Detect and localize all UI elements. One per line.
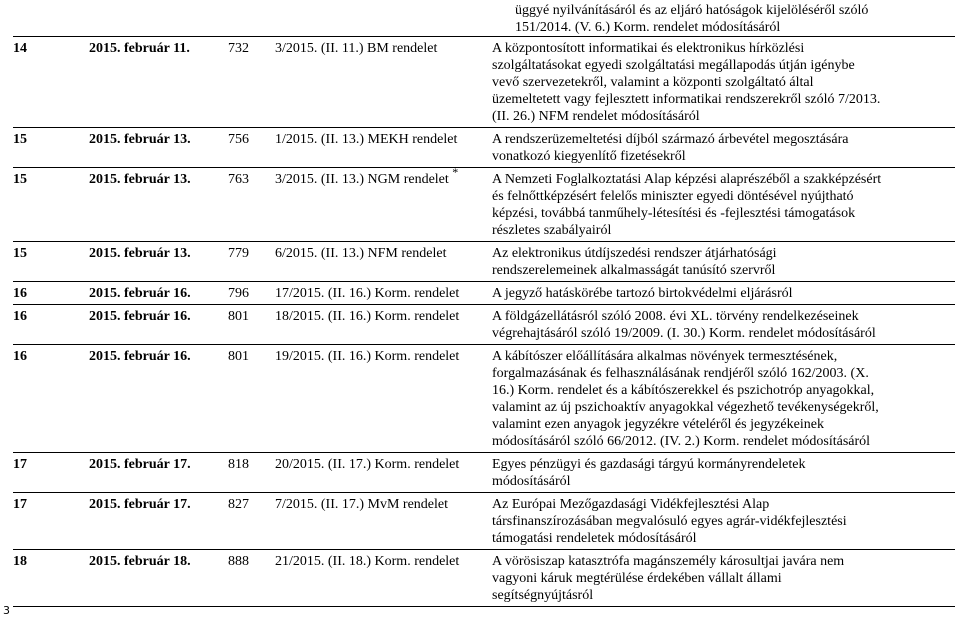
regulation-title-line: valamint ezen anyagok jegyzékre vételéről és jegyzékeinek (492, 417, 824, 432)
regulation-name (275, 345, 492, 453)
regulation-title-line: módosításáról (492, 474, 571, 489)
publication-date: 2015. február 13. (89, 132, 191, 147)
regulation-name-text: 21/2015. (II. 18.) Korm. rendelet (275, 554, 460, 569)
regulation-name-text: 3/2015. (II. 11.) BM rendelet (275, 41, 438, 56)
table-row (13, 493, 955, 550)
regulation-name (275, 282, 492, 305)
regulation-title-line: támogatási rendeletek módosításáról (492, 531, 697, 546)
table-row (13, 305, 955, 345)
regulation-title-line: rendszerelemeinek alkalmasságát tanúsító szervről (492, 263, 776, 278)
gazette-issue-number: 16 (13, 349, 27, 364)
regulation-title-line: szolgáltatásokat egyedi szolgáltatási megállapodás útján igénybe (492, 58, 855, 73)
regulation-name-text: 20/2015. (II. 17.) Korm. rendelet (275, 457, 460, 472)
regulation-title-line: valamint az új pszichoaktív anyagokkal végezhető tevékenységekről, (492, 400, 879, 415)
regulation-title-line: 16.) Korm. rendelet és a kábítószerekkel és pszichotróp anyagokkal, (492, 383, 875, 398)
regulation-name-text: 19/2015. (II. 16.) Korm. rendelet (275, 349, 460, 364)
table-row (13, 453, 955, 493)
regulation-name (275, 37, 492, 128)
regulation-name-text: 17/2015. (II. 16.) Korm. rendelet (275, 286, 460, 301)
regulation-title-line: forgalmazásának és felhasználásának rendjéről szóló 162/2003. (X. (492, 366, 869, 381)
regulation-title (492, 550, 955, 607)
regulation-title-line: Az elektronikus útdíjszedési rendszer átjárhatósági (492, 246, 777, 261)
regulation-name (275, 493, 492, 550)
regulation-title (492, 168, 955, 242)
regulation-name (275, 550, 492, 607)
regulation-name-text: 18/2015. (II. 16.) Korm. rendelet (275, 309, 460, 324)
gazette-issue-number: 18 (13, 554, 27, 569)
table-row (13, 550, 955, 607)
gazette-issue-number: 14 (13, 41, 27, 56)
regulation-title-line: Az Európai Mezőgazdasági Vidékfejlesztési Alap (492, 497, 770, 512)
regulation-title-line: A vörösiszap katasztrófa magánszemély károsultjai javára nem (492, 554, 845, 569)
publication-date: 2015. február 11. (89, 41, 190, 56)
regulation-title-line: Egyes pénzügyi és gazdasági tárgyú kormányrendeletek (492, 457, 806, 472)
regulation-title-line: A földgázellátásról szóló 2008. évi XL. törvény rendelkezéseinek (492, 309, 859, 324)
regulation-name (275, 453, 492, 493)
table-row (13, 128, 955, 168)
regulation-title-line: vonatkozó kiegyenlítő fizetésekről (492, 149, 686, 164)
regulation-title-line: és felnőttképzésért felelős miniszter egyedi döntésével nyújtható (492, 189, 854, 204)
publication-date: 2015. február 13. (89, 172, 191, 187)
regulation-title (492, 345, 955, 453)
regulation-title (492, 493, 955, 550)
regulation-title-line: segítségnyújtásról (492, 588, 594, 603)
page-reference: 801 (228, 349, 249, 364)
legislation-table (13, 36, 955, 607)
gazette-issue-number: 16 (13, 309, 27, 324)
regulation-title-line: A rendszerüzemeltetési díjból származó árbevétel megosztására (492, 132, 849, 147)
regulation-title-line: részletes szabályairól (492, 223, 612, 238)
page-reference: 796 (228, 286, 249, 301)
table-row (13, 345, 955, 453)
page-reference: 732 (228, 41, 249, 56)
gazette-issue-number: 15 (13, 246, 27, 261)
regulation-title-line: módosításáról szóló 66/2012. (IV. 2.) Korm. rendelet módosításáról (492, 434, 871, 449)
regulation-name (275, 305, 492, 345)
regulation-title-line: vagyoni káruk megtérülése érdekében vállalt állami (492, 571, 782, 586)
regulation-title-line: A Nemzeti Foglalkoztatási Alap képzési alaprészéből a szakképzésért (492, 172, 882, 187)
regulation-title-line: A jegyző hatáskörébe tartozó birtokvédelmi eljárásról (492, 286, 793, 301)
regulation-title-line: képzési, továbbá tanműhely-létesítési és -fejlesztési támogatások (492, 206, 856, 221)
page-reference: 827 (228, 497, 249, 512)
page-reference: 779 (228, 246, 249, 261)
preface-line-1: üggyé nyilvánításáról és az eljáró hatóságok kijelöléséről szóló (515, 3, 869, 18)
gazette-issue-number: 17 (13, 497, 27, 512)
table-row (13, 168, 955, 242)
regulation-name (275, 165, 492, 242)
table-row (13, 282, 955, 305)
gazette-issue-number: 16 (13, 286, 27, 301)
gazette-issue-number: 15 (13, 172, 27, 187)
page-reference: 756 (228, 132, 249, 147)
page-reference: 818 (228, 457, 249, 472)
regulation-title-line: A kábítószer előállítására alkalmas növények termesztésének, (492, 349, 838, 364)
footnote-asterisk: * (452, 165, 459, 179)
gazette-issue-number: 17 (13, 457, 27, 472)
publication-date: 2015. február 18. (89, 554, 191, 569)
regulation-name (275, 128, 492, 168)
regulation-title-line: A központosított informatikai és elektronikus hírközlési (492, 41, 805, 56)
regulation-title (492, 128, 955, 168)
publication-date: 2015. február 13. (89, 246, 191, 261)
publication-date: 2015. február 16. (89, 349, 191, 364)
regulation-title (492, 37, 955, 128)
regulation-name (275, 242, 492, 282)
table-row (13, 242, 955, 282)
preface-line-2: 151/2014. (V. 6.) Korm. rendelet módosításáról (515, 20, 781, 35)
regulation-name-text: 6/2015. (II. 13.) NFM rendelet (275, 246, 447, 261)
regulation-title-line: (II. 26.) NFM rendelet módosításáról (492, 109, 700, 124)
regulation-title (492, 242, 955, 282)
regulation-title (492, 282, 955, 305)
page-reference: 763 (228, 172, 249, 187)
regulation-name-text: 7/2015. (II. 17.) MvM rendelet (275, 497, 449, 512)
publication-date: 2015. február 16. (89, 286, 191, 301)
regulation-title-line: vevő szervezetekről, valamint a központi szolgáltató által (492, 75, 814, 90)
page-number: 3 (3, 604, 10, 617)
regulation-name-text: 1/2015. (II. 13.) MEKH rendelet (275, 132, 458, 147)
page-reference: 801 (228, 309, 249, 324)
regulation-title (492, 305, 955, 345)
table-row (13, 37, 955, 128)
regulation-title-line: társfinanszírozásában megvalósuló egyes agrár-vidékfejlesztési (492, 514, 847, 529)
publication-date: 2015. február 17. (89, 457, 191, 472)
publication-date: 2015. február 17. (89, 497, 191, 512)
regulation-title-line: üzemeltetett vagy fejlesztett informatikai rendszerekről szóló 7/2013. (492, 92, 881, 107)
page-reference: 888 (228, 554, 249, 569)
regulation-title-line: végrehajtásáról szóló 19/2009. (I. 30.) Korm. rendelet módosításáról (492, 326, 876, 341)
regulation-title (492, 453, 955, 493)
regulation-name-text: 3/2015. (II. 13.) NGM rendelet (275, 172, 449, 187)
publication-date: 2015. február 16. (89, 309, 191, 324)
gazette-issue-number: 15 (13, 132, 27, 147)
